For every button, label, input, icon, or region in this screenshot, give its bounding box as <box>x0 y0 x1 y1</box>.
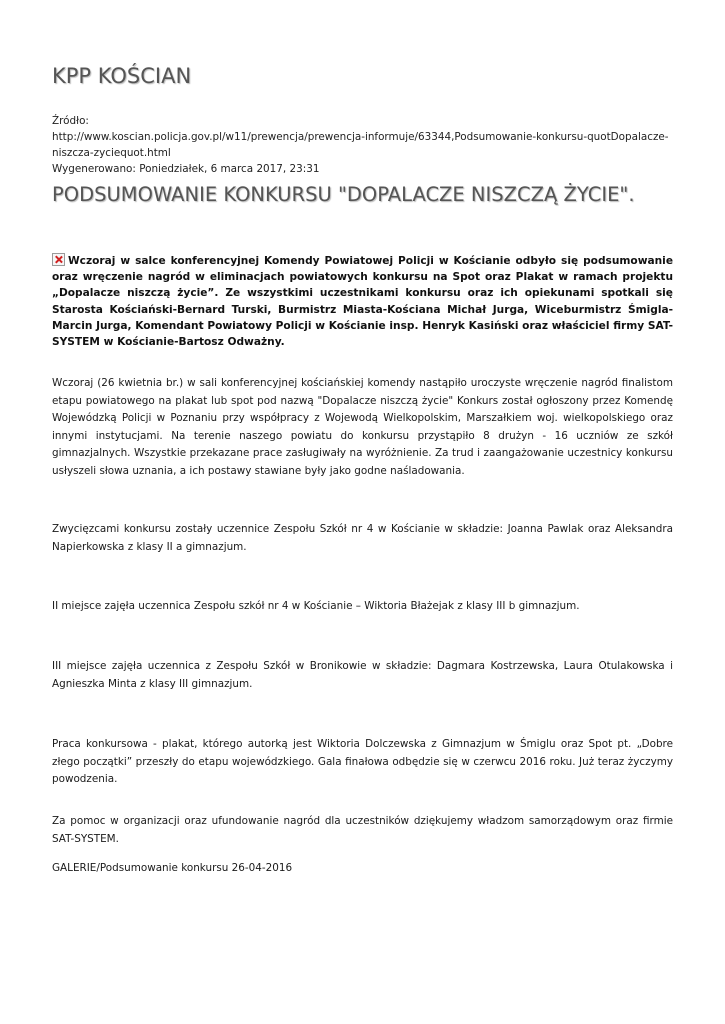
article-title: PODSUMOWANIE KONKURSU "DOPALACZE NISZCZĄ ŻYCIE". <box>52 183 635 206</box>
article-lead <box>52 253 673 350</box>
site-title: KPP KOŚCIAN <box>52 64 192 88</box>
gallery-link[interactable]: GALERIE/Podsumowanie konkursu 26-04-2016 <box>52 862 293 874</box>
source-url[interactable]: http://www.koscian.policja.gov.pl/w11/prewencja/prewencja-informuje/63344,Podsumowanie-konkursu-quotDopalacze-niszcza-zyciequot.html <box>52 131 669 159</box>
article-lead-text: Wczoraj w salce konferencyjnej Komendy Powiatowej Policji w Kościanie odbyło się podsumowanie oraz wręczenie nagród w eliminacjach powiatowych konkursu na Spot oraz Plakat w ramach projektu „Dopalacze niszczą życie”. Ze wszystkimi uczestnikami konkursu oraz ich opiekunami spotkali się Starosta Kościański-Bernard Turski, Burmistrz Miasta-Kościana Michał Jurga, Wiceburmistrz Śmigla-Marcin Jurga, Komendant Powiatowy Policji w Kościanie insp. Henryk Kasiński oraz właściciel firmy SAT-SYSTEM w Kościanie-Bartosz Odważny. <box>52 255 673 349</box>
paragraph-second-place: II miejsce zajęła uczennica Zespołu szkół nr 4 w Kościanie – Wiktoria Błażejak z klasy III b gimnazjum. <box>52 600 580 612</box>
paragraph-winners: Zwycięzcami konkursu zostały uczennice Zespołu Szkół nr 4 w Kościanie w składzie: Joanna Pawlak oraz Aleksandra Napierkowska z klasy II a gimnazjum. <box>52 523 673 553</box>
paragraph-third-place: III miejsce zajęła uczennica z Zespołu Szkół w Bronikowie w składzie: Dagmara Kostrzewska, Laura Otulakowska i Agnieszka Minta z klasy III gimnazjum. <box>52 660 673 690</box>
paragraph-intro: Wczoraj (26 kwietnia br.) w sali konferencyjnej kościańskiej komendy nastąpiło uroczyste wręczenie nagród finalistom etapu powiatowego na plakat lub spot pod nazwą "Dopalacze niszczą życie" Konkurs został ogłoszony przez Komendę Wojewódzką Policji w Poznaniu przy współpracy z Wojewodą Wielkopolskim, Marszałkiem woj. wielkopolskiego oraz innymi instytucjami. Na terenie naszego powiatu do konkursu przystąpiło 8 drużyn - 16 uczniów ze szkół gimnazjalnych. Wszystkie przekazane prace zasługiwały na wyróżnienie. Za trud i zaangażowanie uczestnicy konkursu usłyszeli słowa uznania, a ich postawy stawiane były jako godne naśladowania. <box>52 377 673 477</box>
source-block <box>52 113 674 177</box>
paragraph-regional-stage: Praca konkursowa - plakat, którego autorką jest Wiktoria Dolczewska z Gimnazjum w Śmiglu oraz Spot pt. „Dobre złego początki” przeszły do etapu wojewódzkiego. Gala finałowa odbędzie się w czerwcu 2016 roku. Już teraz życzymy powodzenia. <box>52 738 673 785</box>
generated-date: Wygenerowano: Poniedziałek, 6 marca 2017, 23:31 <box>52 163 320 175</box>
broken-image-icon <box>52 253 65 266</box>
paragraph-thanks: Za pomoc w organizacji oraz ufundowanie nagród dla uczestników dziękujemy władzom samorządowym oraz firmie SAT-SYSTEM. <box>52 815 673 845</box>
source-label: Źródło: <box>52 115 89 127</box>
